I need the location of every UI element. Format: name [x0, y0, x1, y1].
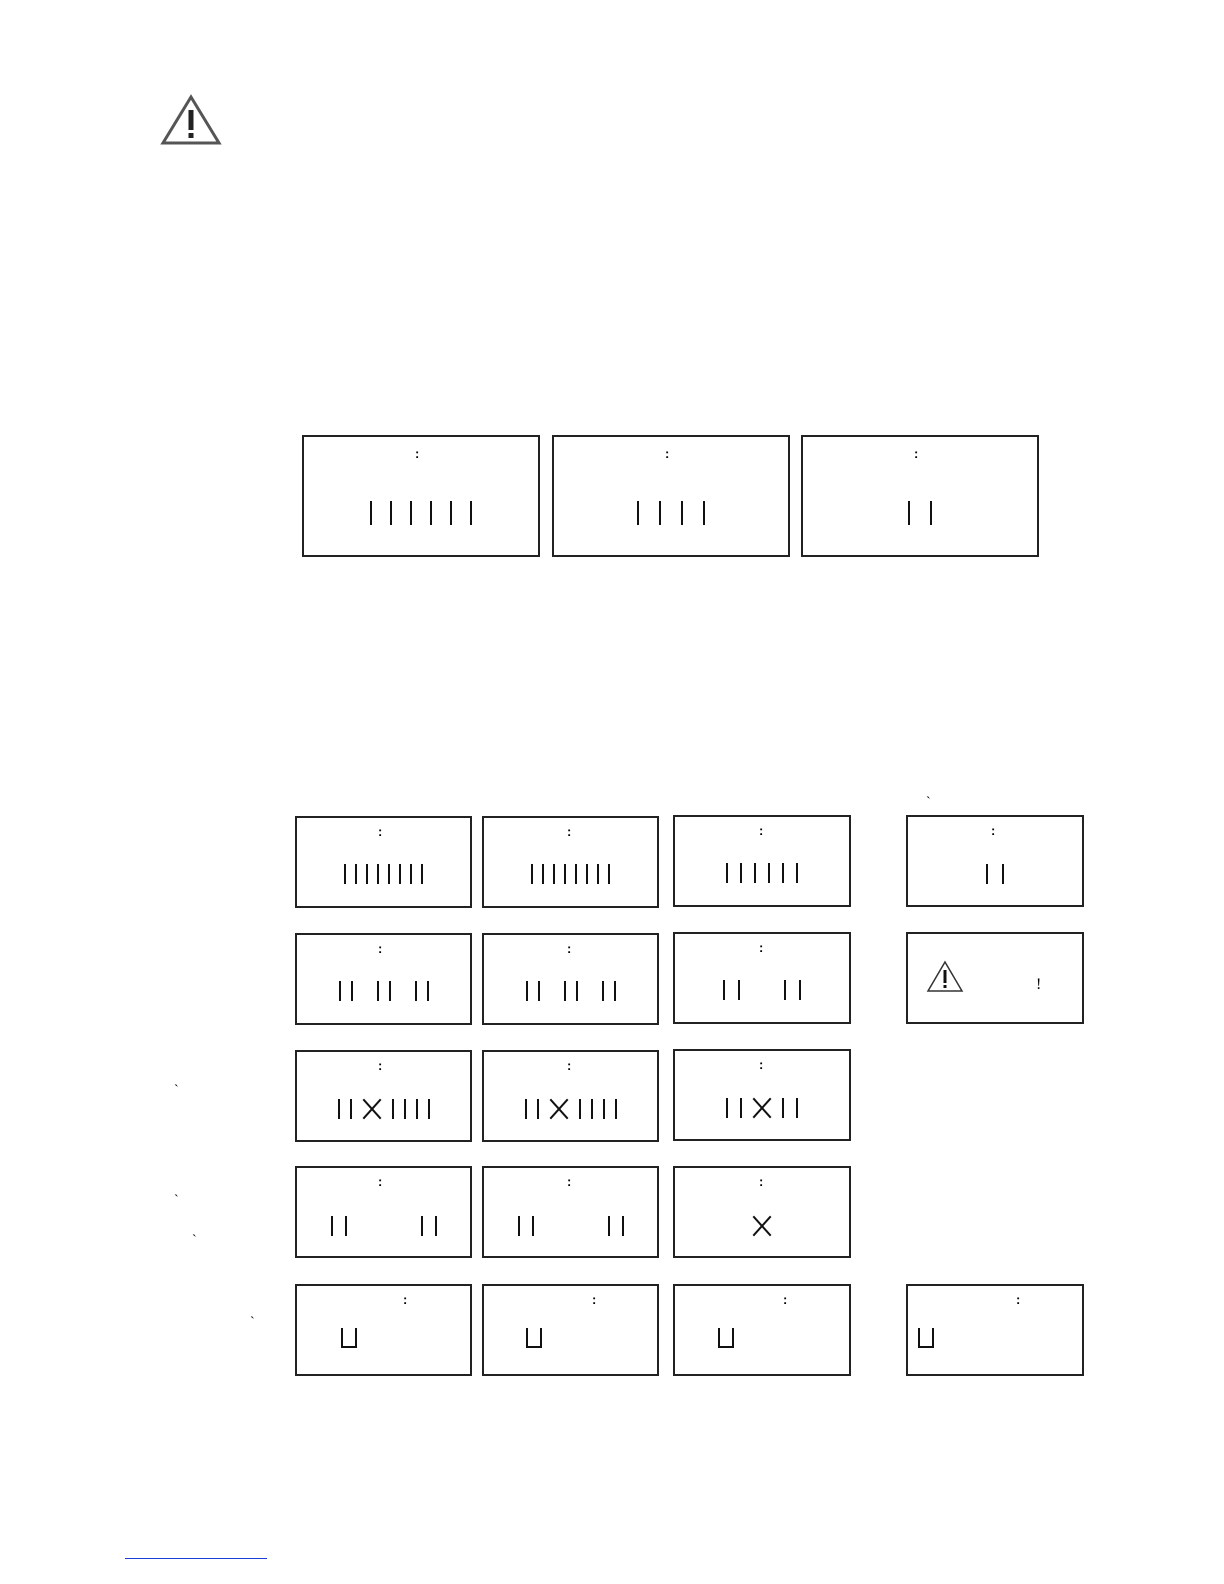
grid-panel-r5c1 — [295, 1284, 472, 1376]
display-colon: : — [567, 941, 572, 956]
cup-mark — [341, 1328, 357, 1348]
display-colon: : — [783, 1292, 788, 1307]
display-colon: : — [378, 824, 383, 839]
display-colon: : — [567, 824, 572, 839]
grid-panel-r5c2 — [482, 1284, 659, 1376]
segment-marks — [297, 979, 470, 1001]
segment-marks — [675, 978, 849, 1000]
segment-marks — [908, 862, 1082, 884]
display-colon: : — [415, 446, 420, 461]
grid-panel-r2c3 — [673, 932, 851, 1024]
display-colon: : — [378, 1058, 383, 1073]
grid-panel-r4c1 — [295, 1166, 472, 1258]
grid-panel-r1c3 — [673, 815, 851, 907]
segment-marks — [297, 862, 470, 884]
grid-panel-r4c2 — [482, 1166, 659, 1258]
side-note: ` — [250, 1315, 255, 1330]
segment-marks — [297, 1214, 470, 1236]
segment-marks — [675, 1096, 849, 1118]
grid-panel-r4c3 — [673, 1166, 851, 1258]
side-note: ` — [174, 1193, 179, 1208]
segment-marks — [484, 979, 657, 1001]
display-colon: : — [914, 446, 919, 461]
cross-mark — [549, 1099, 569, 1119]
warning-triangle-icon — [926, 960, 964, 993]
grid-panel-r1c4 — [906, 815, 1084, 907]
display-colon: : — [1016, 1292, 1021, 1307]
cross-mark — [752, 1216, 772, 1236]
display-colon: : — [567, 1058, 572, 1073]
grid-panel-r5c4 — [906, 1284, 1084, 1376]
display-colon: : — [403, 1292, 408, 1307]
grid-note: ` — [926, 795, 931, 810]
grid-panel-r5c3 — [673, 1284, 851, 1376]
display-colon: : — [991, 823, 996, 838]
grid-panel-r3c2 — [482, 1050, 659, 1142]
display-panel-1 — [302, 435, 540, 557]
warning-triangle-icon — [160, 94, 222, 146]
display-colon: : — [759, 1174, 764, 1189]
grid-panel-r1c1 — [295, 816, 472, 908]
display-colon: : — [665, 446, 670, 461]
display-colon: : — [567, 1174, 572, 1189]
segment-marks — [484, 862, 657, 884]
segment-marks — [803, 499, 1037, 525]
display-colon: : — [759, 940, 764, 955]
display-colon: : — [759, 823, 764, 838]
segment-marks — [675, 1214, 849, 1236]
side-note: ` — [192, 1233, 197, 1248]
grid-panel-r3c1 — [295, 1050, 472, 1142]
segment-marks — [484, 1214, 657, 1236]
cup-mark — [718, 1328, 734, 1348]
display-colon: : — [378, 1174, 383, 1189]
display-panel-2 — [552, 435, 790, 557]
cup-mark — [526, 1328, 542, 1348]
grid-panel-r2c2 — [482, 933, 659, 1025]
warning-text: ! — [1036, 976, 1042, 993]
segment-marks — [484, 1097, 657, 1119]
cross-mark — [752, 1098, 772, 1118]
grid-panel-r3c3 — [673, 1049, 851, 1141]
grid-panel-r1c2 — [482, 816, 659, 908]
segment-marks — [304, 499, 538, 525]
grid-panel-r2c1 — [295, 933, 472, 1025]
cup-mark — [918, 1328, 934, 1348]
side-note: ` — [174, 1083, 179, 1098]
segment-marks — [297, 1097, 470, 1119]
display-panel-3 — [801, 435, 1039, 557]
display-colon: : — [378, 941, 383, 956]
display-colon: : — [759, 1057, 764, 1072]
grid-panel-r2c4 — [906, 932, 1084, 1024]
display-colon: : — [592, 1292, 597, 1307]
segment-marks — [675, 861, 849, 883]
footer-divider — [125, 1558, 267, 1559]
segment-marks — [554, 499, 788, 525]
cross-mark — [362, 1099, 382, 1119]
